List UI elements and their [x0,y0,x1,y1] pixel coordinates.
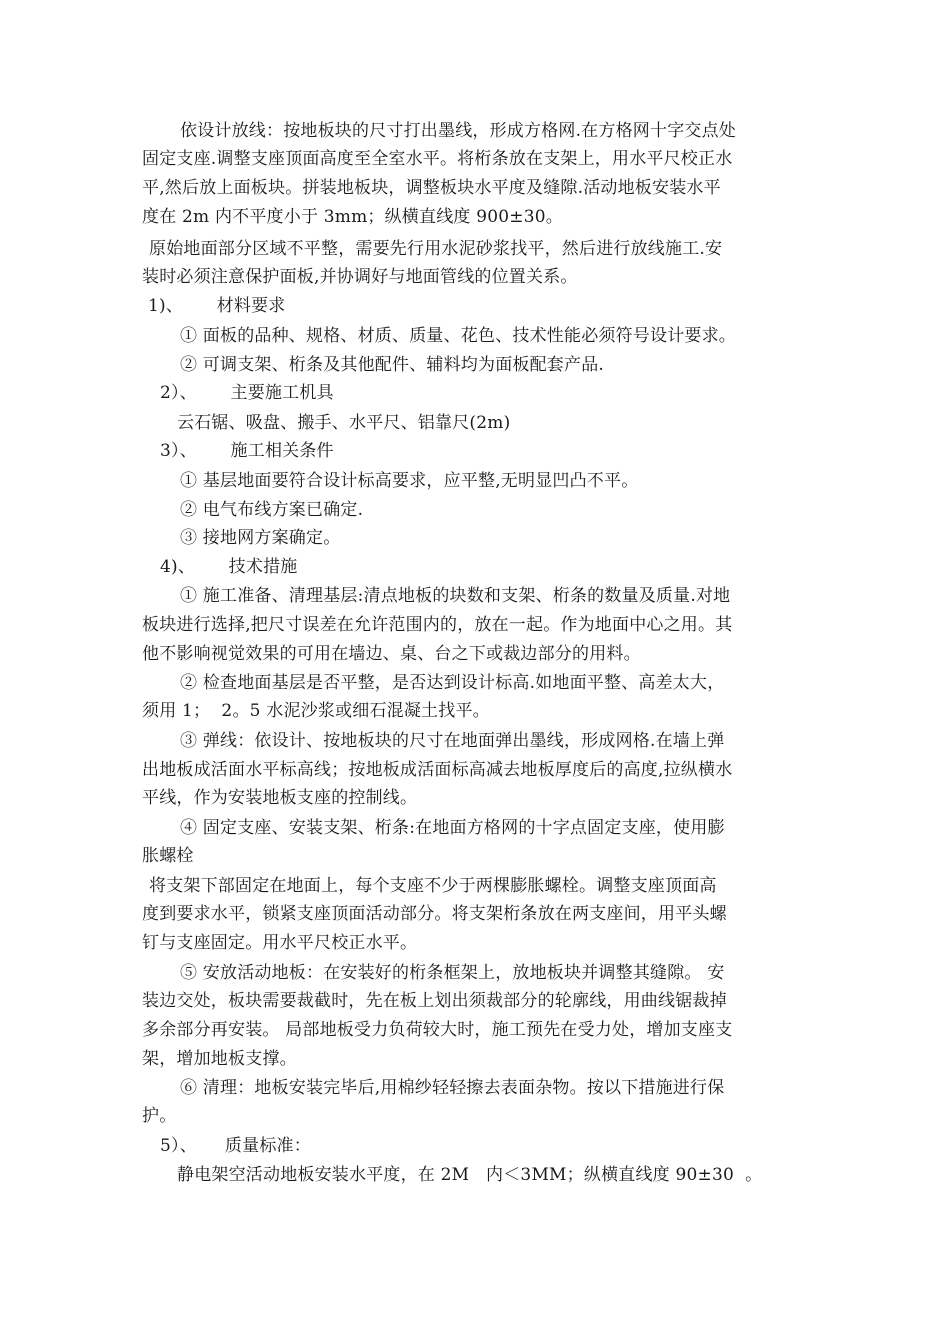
paragraph-line-4: 度在 2m 内不平度小于 3mm；纵横直线度 900±30。 [142,207,563,227]
list-item-4-4-line-5: 钉与支座固定。用水平尺校正水平。 [142,933,418,953]
list-item-4-3-line-3: 平线，作为安装地板支座的控制线。 [142,788,418,808]
list-item-1-2: ② 可调支架、桁条及其他配件、辅料均为面板配套产品. [180,355,605,375]
paragraph-line-5: 原始地面部分区域不平整，需要先行用水泥砂浆找平，然后进行放线施工.安 [149,239,723,259]
list-item-4-5-line-4: 架，增加地板支撑。 [142,1049,297,1069]
list-item-4-1-line-2: 板块进行选择,把尺寸误差在允许范围内的，放在一起。作为地面中心之用。其 [142,615,733,635]
list-item-4-1-line-1: ① 施工准备、清理基层:清点地板的块数和支架、桁条的数量及质量.对地 [180,586,731,606]
section-heading-3: 3）、 施工相关条件 [160,441,334,461]
list-item-4-1-line-3: 他不影响视觉效果的可用在墙边、桌、台之下或裁边部分的用料。 [142,644,641,664]
section-heading-5: 5）、 质量标准： [160,1136,311,1156]
list-item-4-6-line-2: 护。 [142,1106,177,1126]
list-item-4-3-line-1: ③ 弹线：依设计、按地板块的尺寸在地面弹出墨线，形成网格.在墙上弹 [180,731,725,751]
section-heading-1: 1)、 材料要求 [148,296,286,316]
list-item-4-4-line-2: 胀螺栓 [142,846,194,866]
list-item-3-3: ③ 接地网方案确定。 [180,528,341,548]
paragraph-line-6: 装时必须注意保护面板,并协调好与地面管线的位置关系。 [142,267,578,287]
paragraph-line-1: 依设计放线：按地板块的尺寸打出墨线，形成方格网.在方格网十字交点处 [180,121,737,141]
list-item-4-5-line-3: 多余部分再安装。 局部地板受力负荷较大时，施工预先在受力处，增加支座支 [142,1020,733,1040]
section-heading-2: 2）、 主要施工机具 [160,383,334,403]
list-item-4-2-line-2: 须用 1； 2。5 水泥沙浆或细石混凝土找平。 [142,701,490,721]
list-item-4-3-line-2: 出地板成活面水平标高线；按地板成活面标高减去地板厚度后的高度,拉纵横水 [142,760,733,780]
list-item-1-1: ① 面板的品种、规格、材质、质量、花色、技术性能必须符号设计要求。 [180,326,737,346]
list-item-3-2: ② 电气布线方案已确定. [180,500,364,520]
section-heading-4: 4)、 技术措施 [160,557,298,577]
list-item-4-4-line-1: ④ 固定支座、安装支架、桁条:在地面方格网的十字点固定支座，使用膨 [180,818,725,838]
tools-list: 云石锯、吸盘、搬手、水平尺、铝靠尺(2m) [177,413,511,433]
list-item-4-4-line-3: 将支架下部固定在地面上，每个支座不少于两棵膨胀螺栓。调整支座顶面高 [149,876,717,896]
list-item-4-5-line-2: 装边交处，板块需要裁截时，先在板上划出须裁部分的轮廓线，用曲线锯裁掉 [142,991,727,1011]
paragraph-line-2: 固定支座.调整支座顶面高度至全室水平。将桁条放在支架上，用水平尺校正水 [142,149,733,169]
list-item-4-6-line-1: ⑥ 清理：地板安装完毕后,用棉纱轻轻擦去表面杂物。按以下措施进行保 [180,1078,725,1098]
paragraph-line-3: 平,然后放上面板块。拼装地板块，调整板块水平度及缝隙.活动地板安装水平 [142,178,721,198]
list-item-4-4-line-4: 度到要求水平，锁紧支座顶面活动部分。将支架桁条放在两支座间，用平头螺 [142,904,727,924]
list-item-4-5-line-1: ⑤ 安放活动地板：在安装好的桁条框架上，放地板块并调整其缝隙。 安 [180,963,725,983]
list-item-4-2-line-1: ② 检查地面基层是否平整，是否达到设计标高.如地面平整、高差太大， [180,673,725,693]
list-item-3-1: ① 基层地面要符合设计标高要求，应平整,无明显凹凸不平。 [180,471,639,491]
quality-standard-text: 静电架空活动地板安装水平度，在 2M 内＜3MM；纵横直线度 90±30 。 [177,1165,763,1185]
